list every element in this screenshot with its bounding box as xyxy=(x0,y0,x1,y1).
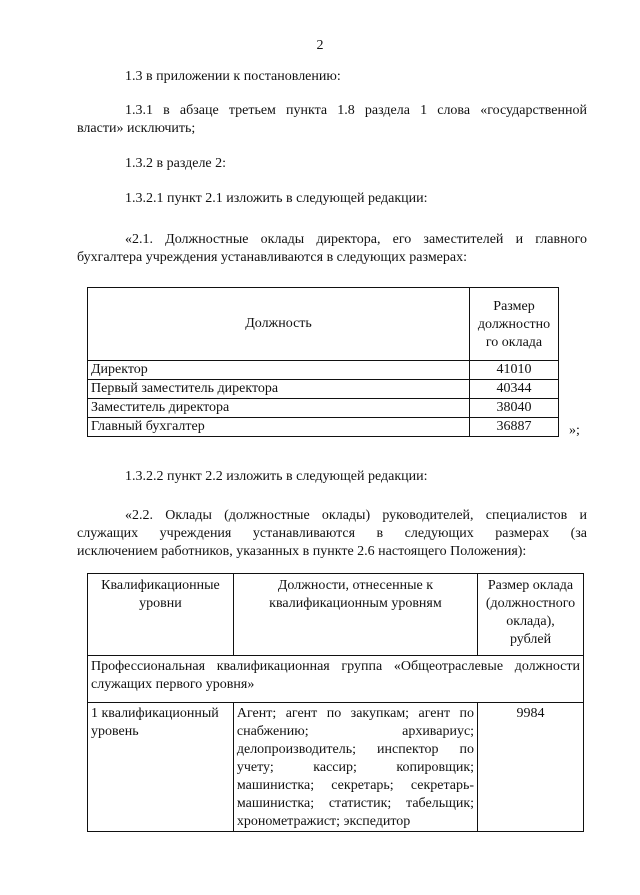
level-line: уровень xyxy=(91,724,139,739)
positions-line: машинистка; статистик; табельщик; xyxy=(236,796,475,811)
position-cell: Директор xyxy=(88,361,470,380)
director-salary-table xyxy=(87,287,559,437)
header-line: Размер оклада xyxy=(487,578,574,593)
level-cell xyxy=(88,703,234,832)
column-header-position: Должность xyxy=(88,288,470,361)
salary-cell: 9984 xyxy=(478,703,584,832)
position-cell: Заместитель директора xyxy=(88,399,470,418)
group-row xyxy=(88,656,584,703)
header-line: уровни xyxy=(139,596,182,611)
group-title-line: Профессиональная квалификационная группа «Общеотраслевые должности xyxy=(91,659,580,674)
positions-line: Агент; агент по закупкам; агент по xyxy=(236,706,475,721)
table-header-row xyxy=(88,288,559,361)
table-row xyxy=(88,418,559,437)
header-line: (должностного xyxy=(485,596,576,611)
header-line: го оклада xyxy=(485,335,543,350)
position-cell: Первый заместитель директора xyxy=(88,380,470,399)
paragraph-1-3: 1.3 в приложении к постановлению: xyxy=(125,69,341,84)
group-title-cell xyxy=(88,656,584,703)
table-row xyxy=(88,380,559,399)
paragraph-1-3-1-line1: 1.3.1 в абзаце третьем пункта 1.8 раздела 1 слова «государственной xyxy=(125,103,587,118)
paragraph-1-3-1-line2: власти» исключить; xyxy=(77,121,196,136)
quote-close: »; xyxy=(569,423,580,438)
header-line: должностно xyxy=(477,317,551,332)
table-header-row xyxy=(88,574,584,656)
header-line: оклада), xyxy=(506,614,555,629)
table-row xyxy=(88,703,584,832)
column-header-salary xyxy=(478,574,584,656)
paragraph-1-3-2-1: 1.3.2.1 пункт 2.1 изложить в следующей редакции: xyxy=(125,191,428,206)
table-row xyxy=(88,399,559,418)
paragraph-2-1-line2: бухгалтера учреждения устанавливаются в следующих размерах: xyxy=(77,250,467,265)
header-line: Должности, отнесенные к xyxy=(277,578,434,593)
paragraph-2-2-line2: служащих учреждения устанавливаются в следующих размерах (за xyxy=(77,526,587,541)
table-row xyxy=(88,361,559,380)
salary-cell: 38040 xyxy=(470,399,559,418)
header-line: рублей xyxy=(509,632,552,647)
positions-line: делопроизводитель; инспектор по xyxy=(236,742,475,757)
paragraph-2-2-line1: «2.2. Оклады (должностные оклады) руководителей, специалистов и xyxy=(125,508,587,523)
positions-line: снабжению; архивариус; xyxy=(236,724,475,739)
positions-line: учету; кассир; копировщик; xyxy=(236,760,475,775)
group-title-line: служащих первого уровня» xyxy=(91,677,255,692)
header-line: квалификационным уровням xyxy=(269,596,442,611)
paragraph-2-1-line1: «2.1. Должностные оклады директора, его заместителей и главного xyxy=(125,232,587,247)
column-header-level xyxy=(88,574,234,656)
column-header-salary xyxy=(470,288,559,361)
header-line: Размер xyxy=(493,299,535,314)
salary-cell: 41010 xyxy=(470,361,559,380)
positions-line: хронометражист; экспедитор xyxy=(236,814,411,829)
salary-cell: 36887 xyxy=(470,418,559,437)
position-cell: Главный бухгалтер xyxy=(88,418,470,437)
positions-cell xyxy=(233,703,477,832)
paragraph-1-3-2: 1.3.2 в разделе 2: xyxy=(125,156,227,171)
header-line: Квалификационные xyxy=(101,578,220,593)
page-number: 2 xyxy=(316,38,324,53)
level-line: 1 квалификационный xyxy=(91,706,219,721)
qualification-salary-table xyxy=(87,573,584,832)
positions-line: машинистка; секретарь; секретарь- xyxy=(236,778,475,793)
paragraph-1-3-2-2: 1.3.2.2 пункт 2.2 изложить в следующей редакции: xyxy=(125,469,428,484)
paragraph-2-2-line3: исключением работников, указанных в пункте 2.6 настоящего Положения): xyxy=(77,544,527,559)
column-header-positions xyxy=(233,574,477,656)
salary-cell: 40344 xyxy=(470,380,559,399)
